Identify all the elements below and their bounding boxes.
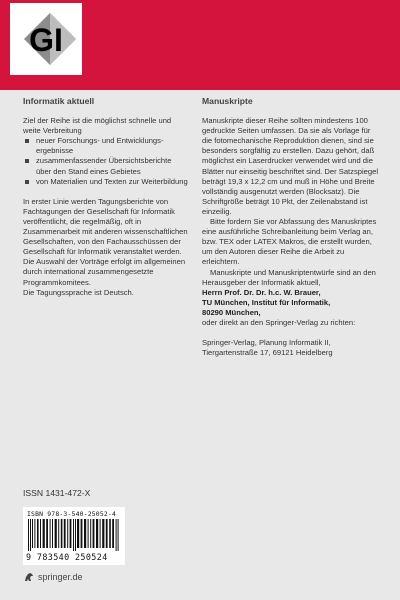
gi-logo: [10, 3, 82, 75]
barcode-bar: [46, 519, 48, 548]
address-line: TU München, Institut für Informatik,: [202, 297, 331, 307]
svg-text:GI: [29, 22, 63, 58]
barcode-bar: [50, 519, 51, 548]
barcode-bar: [32, 519, 33, 548]
barcode-bar: [112, 519, 114, 548]
list-item: neuer Forschungs- und Entwicklungs-ergebnisse: [23, 136, 188, 156]
barcode-bar: [55, 519, 57, 548]
barcode-bar: [118, 519, 119, 551]
ean-text: 9 783540 250524: [26, 552, 108, 562]
right-column: [202, 96, 382, 358]
barcode-bar: [77, 519, 79, 548]
barcode-bar: [106, 519, 108, 548]
barcode-icon: [27, 519, 121, 551]
barcode-bar: [58, 519, 59, 548]
barcode-bar: [75, 519, 76, 551]
list-item: von Materialien und Texten zur Weiterbildung: [23, 177, 188, 187]
barcode-bar: [67, 519, 68, 548]
right-para-3: Manuskripte und Manuskriptentwürfe sind an den Herausgeber der Informatik aktuell,: [202, 267, 376, 287]
barcode-bar: [28, 519, 29, 551]
publisher-address-line: Springer-Verlag, Planung Informatik II,: [202, 338, 331, 348]
address-line: 80290 München,: [202, 307, 261, 317]
list-item: zusammenfassender Übersichtsberichte über den Stand eines Gebietes: [23, 156, 188, 176]
barcode-bar: [61, 519, 63, 548]
right-para-1: Manuskripte dieser Reihe sollten mindestens 100 gedruckte Seiten umfassen. Da sie als Vorlage für die fotomechanische Reproduktion dienen, sind sie besonders sorgfältig zu erstellen. Dazu gehört, daß möglichst ein Laserdrucker verwendet wird und die Blätter nur einseitig beschriftet sind. Der Satzspiegel beträgt 19,3 x 12,2 cm und muß in Höhe und Breite vollständig ausgenutzt werden (Blocksatz). Die Schriftgröße beträgt 10 Pkt, der Zeilenabstand ist einzeilig.: [202, 116, 379, 216]
isbn-text: ISBN 978-3-540-25052-4: [27, 510, 117, 518]
gi-logo-letters: GI: [29, 22, 63, 58]
right-heading: Manuskripte: [202, 96, 253, 106]
barcode-bar: [30, 519, 31, 551]
barcode-bar: [43, 519, 45, 548]
barcode-bar: [88, 519, 89, 548]
barcode-bar: [84, 519, 86, 548]
barcode-bar: [70, 519, 72, 548]
springer-logo-text: springer.de: [38, 572, 83, 582]
issn-label: ISSN 1431-472-X: [23, 488, 91, 498]
barcode-bar: [34, 519, 35, 548]
barcode-bar: [102, 519, 104, 548]
left-para-3: Die Tagungssprache ist Deutsch.: [23, 287, 134, 297]
barcode-bar: [73, 519, 74, 551]
left-column: [23, 96, 188, 298]
barcode-bar: [109, 519, 111, 548]
barcode-bar: [100, 519, 101, 548]
address-line: Herrn Prof. Dr. Dr. h.c. W. Brauer,: [202, 287, 321, 297]
right-para-2: Bitte fordern Sie vor Abfassung des Manuskriptes eine ausführliche Schreibanleitung beim Verlag an, bzw. TEX oder LATEX Makros, die erstellt wurden, um den Autoren dieser Reihe die Arbeit zu erleichtern.: [202, 217, 377, 267]
barcode-bar: [64, 519, 66, 548]
barcode-bar: [116, 519, 117, 551]
left-intro: Ziel der Reihe ist die möglichst schnelle und weite Verbreitung: [23, 116, 172, 136]
barcode-bar: [81, 519, 83, 548]
bullet-list: [23, 136, 188, 186]
barcode-bar: [52, 519, 53, 548]
springer-horse-icon: [23, 571, 35, 583]
barcode-box: [23, 507, 125, 565]
publisher-address-line: Tiergartenstraße 17, 69121 Heidelberg: [202, 348, 333, 358]
barcode-bar: [90, 519, 91, 548]
left-heading: Informatik aktuell: [23, 96, 95, 106]
barcode-bar: [96, 519, 98, 548]
publisher-logo: [23, 570, 83, 584]
left-para-2: In erster Linie werden Tagungsberichte von Fachtagungen der Gesellschaft für Informatik veröffentlicht, die regelmäßig, oft in Zusammenarbeit mit anderen wissenschaftlichen Gesellschaften, von den Fachausschüssen der Gesellschaft für Informatik veranstaltet werden. Die Auswahl der Vorträge erfolgt im allgemeinen durch international zusammengesetzte Programmkomitees.: [23, 196, 188, 287]
barcode-bar: [93, 519, 95, 548]
barcode-bar: [40, 519, 41, 548]
barcode-bar: [37, 519, 39, 548]
right-para-4: oder direkt an den Springer-Verlag zu richten:: [202, 317, 356, 327]
